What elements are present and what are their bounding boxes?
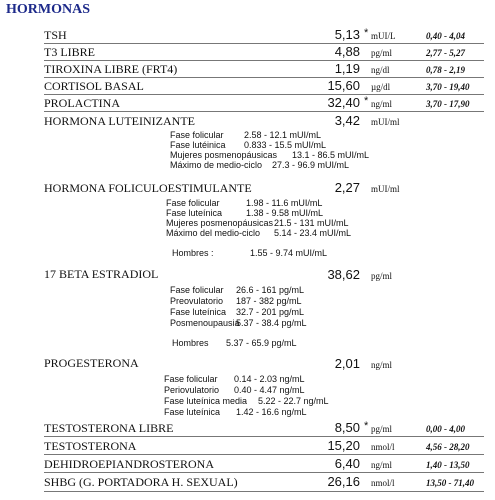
- test-value: 6,40: [334, 456, 360, 471]
- ref-value: 2.58 - 12.1 mUI/mL: [244, 130, 322, 140]
- test-range: 1,40 - 13,50: [426, 460, 470, 470]
- ref-label: Fase luteínica: [170, 307, 227, 317]
- test-name: 17 BETA ESTRADIOL: [44, 267, 159, 281]
- test-name: HORMONA FOLICULOESTIMULANTE: [44, 181, 252, 195]
- ref-label: Hombres: [172, 338, 209, 348]
- test-name: PROGESTERONA: [44, 356, 139, 370]
- test-value: 5,13: [334, 27, 360, 42]
- row-divider: [44, 111, 484, 112]
- test-name: PROLACTINA: [44, 96, 121, 110]
- ref-label: Posmenoupausia: [170, 318, 240, 328]
- ref-value: 0.40 - 4.47 ng/mL: [234, 385, 305, 395]
- ref-label: Preovulatorio: [170, 296, 224, 306]
- ref-label: Fase luteínica media: [164, 396, 248, 406]
- ref-value: 1.42 - 16.6 ng/mL: [236, 407, 307, 417]
- row-divider: [44, 94, 484, 95]
- abnormal-flag: *: [364, 27, 369, 39]
- test-unit: ng/ml: [371, 460, 393, 470]
- test-name: TESTOSTERONA: [44, 439, 137, 453]
- test-unit: mUI/L: [371, 31, 396, 41]
- ref-value: 32.7 - 201 pg/mL: [236, 307, 305, 317]
- ref-value: 0.833 - 15.5 mUI/mL: [244, 140, 327, 150]
- ref-label: Mujeres posmenopáusicas: [170, 150, 278, 160]
- test-value: 26,16: [327, 474, 360, 489]
- test-name: TESTOSTERONA LIBRE: [44, 421, 174, 435]
- row-divider: [44, 60, 484, 61]
- ref-label: Fase folicular: [164, 374, 218, 384]
- ref-value: 5.37 - 65.9 pg/mL: [226, 338, 297, 348]
- test-value: 2,01: [334, 356, 360, 371]
- test-unit: pg/ml: [371, 424, 393, 434]
- test-range: 3,70 - 19,40: [426, 82, 470, 92]
- test-name: T3 LIBRE: [44, 45, 95, 59]
- ref-value: 21.5 - 131 mUI/mL: [274, 218, 349, 228]
- ref-value: 26.6 - 161 pg/mL: [236, 285, 305, 295]
- test-value: 1,19: [334, 61, 360, 76]
- ref-label: Máximo de medio-ciclo: [170, 160, 263, 170]
- test-range: 2,77 - 5,27: [426, 48, 465, 58]
- test-name: DEHIDROEPIANDROSTERONA: [44, 457, 214, 471]
- section-title: HORMONAS: [6, 2, 90, 17]
- test-name: CORTISOL BASAL: [44, 79, 144, 93]
- test-unit: mUI/ml: [371, 184, 400, 194]
- test-unit: ng/ml: [371, 360, 393, 370]
- ref-value: 187 - 382 pg/mL: [236, 296, 302, 306]
- test-unit: mUI/ml: [371, 117, 400, 127]
- ref-label: Fase folicular: [170, 285, 224, 295]
- ref-label: Periovulatorio: [164, 385, 220, 395]
- test-value: 8,50: [334, 420, 360, 435]
- test-value: 15,20: [327, 438, 360, 453]
- test-range: 13,50 - 71,40: [426, 478, 474, 488]
- test-unit: nmol/l: [371, 478, 395, 488]
- ref-label: Hombres :: [172, 248, 214, 258]
- test-name: TIROXINA LIBRE (FRT4): [44, 62, 178, 76]
- test-value: 32,40: [327, 95, 360, 110]
- test-unit: ng/ml: [371, 99, 393, 109]
- ref-value: 1.98 - 11.6 mUI/mL: [246, 198, 323, 208]
- ref-value: 5.14 - 23.4 mUI/mL: [274, 228, 352, 238]
- test-unit: ng/dl: [371, 65, 390, 75]
- test-value: 2,27: [334, 180, 360, 195]
- test-range: 0,00 - 4,00: [426, 424, 465, 434]
- ref-value: 5.22 - 22.7 ng/mL: [258, 396, 329, 406]
- ref-label: Fase luteínica: [166, 208, 223, 218]
- ref-value: 1.55 - 9.74 mUI/mL: [250, 248, 328, 258]
- row-divider: [44, 77, 484, 78]
- ref-label: Máximo del medio-ciclo: [166, 228, 261, 238]
- test-range: 0,40 - 4,04: [426, 31, 465, 41]
- row-divider: [44, 43, 484, 44]
- abnormal-flag: *: [364, 95, 369, 107]
- ref-label: Mujeres posmenopáusicas: [166, 218, 274, 228]
- test-name: HORMONA LUTEINIZANTE: [44, 114, 195, 128]
- ref-label: Fase folicular: [170, 130, 224, 140]
- test-value: 4,88: [334, 44, 360, 59]
- test-unit: pg/ml: [371, 271, 393, 281]
- test-name: TSH: [44, 28, 67, 42]
- test-unit: pg/ml: [371, 48, 393, 58]
- ref-label: Fase lutéinica: [170, 140, 226, 150]
- row-divider: [44, 472, 484, 473]
- test-range: 3,70 - 17,90: [426, 99, 470, 109]
- test-range: 0,78 - 2,19: [426, 65, 465, 75]
- row-divider: [44, 436, 484, 437]
- ref-label: Fase luteínica: [164, 407, 221, 417]
- ref-label: Fase folicular: [166, 198, 220, 208]
- ref-value: 13.1 - 86.5 mUI/mL: [292, 150, 370, 160]
- abnormal-flag: *: [364, 420, 369, 432]
- ref-value: 1.38 - 9.58 mUI/mL: [246, 208, 324, 218]
- test-unit: nmol/l: [371, 442, 395, 452]
- row-divider: [44, 491, 484, 492]
- test-value: 3,42: [334, 113, 360, 128]
- test-value: 15,60: [327, 78, 360, 93]
- test-range: 4,56 - 28,20: [426, 442, 470, 452]
- ref-value: 0.14 - 2.03 ng/mL: [234, 374, 305, 384]
- ref-value: 5.37 - 38.4 pg/mL: [236, 318, 307, 328]
- ref-value: 27.3 - 96.9 mUI/mL: [272, 160, 350, 170]
- test-unit: µg/dl: [371, 82, 391, 92]
- row-divider: [44, 454, 484, 455]
- test-name: SHBG (G. PORTADORA H. SEXUAL): [44, 475, 238, 489]
- test-value: 38,62: [327, 267, 360, 282]
